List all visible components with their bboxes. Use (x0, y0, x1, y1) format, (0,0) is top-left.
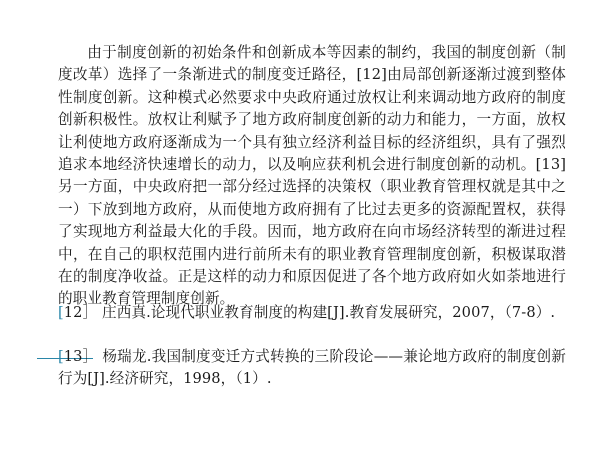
reference-item-13 (58, 346, 566, 391)
reference-item-12 (58, 302, 566, 324)
body-paragraph (58, 42, 566, 311)
reference-text: 杨瑞龙.我国制度变迁方式转换的三阶段论——兼论地方政府的制度创新行为[J].经济研究，1998，（1）. (58, 348, 567, 388)
paragraph-text-part-3: 另一方面，中央政府把一部分经过选择的决策权（职业教育管理权就是其中之一）下放到地方政府，从而使地方政府拥有了比过去更多的资源配置权，获得了实现地方利益最大化的手段。因而，地方政府在向市场经济转型的渐进过程中，在自己的职权范围内进行前所未有的职业教育管理制度创新，积极谋取潜在的制度净收益。正是这样的动力和原因促进了各个地方政府如火如荼地进行的职业教育管理制度创新。 (58, 178, 566, 308)
reference-label: 13］ (63, 348, 98, 365)
paragraph-text-part-2: 由局部创新逐渐过渡到整体性制度创新。这种模式必然要求中央政府通过放权让利来调动地方政府的制度创新积极性。放权让利赋予了地方政府制度创新的动力和能力，一方面，放权让利使地方政府逐渐成为一个具有独立经济利益目标的经济组织，具有了强烈追求本地经济快速增长的动力，以及响应获利机会进行制度创新的动机。 (58, 66, 566, 174)
reference-text: 庄西真.论现代职业教育制度的构建[J].教育发展研究，2007，（7-8）. (102, 304, 556, 321)
reference-label: 12］ (63, 304, 98, 321)
reference-bracket: [ (58, 304, 64, 321)
citation-marker-13: [13] (535, 156, 566, 174)
reference-bracket: [ (58, 348, 64, 365)
citation-marker-12: [12] (356, 66, 387, 84)
paragraph-text-part-1: 由于制度创新的初始条件和创新成本等因素的制约，我国的制度创新（制度改革）选择了一条渐进式的制度变迁路径， (58, 44, 566, 84)
